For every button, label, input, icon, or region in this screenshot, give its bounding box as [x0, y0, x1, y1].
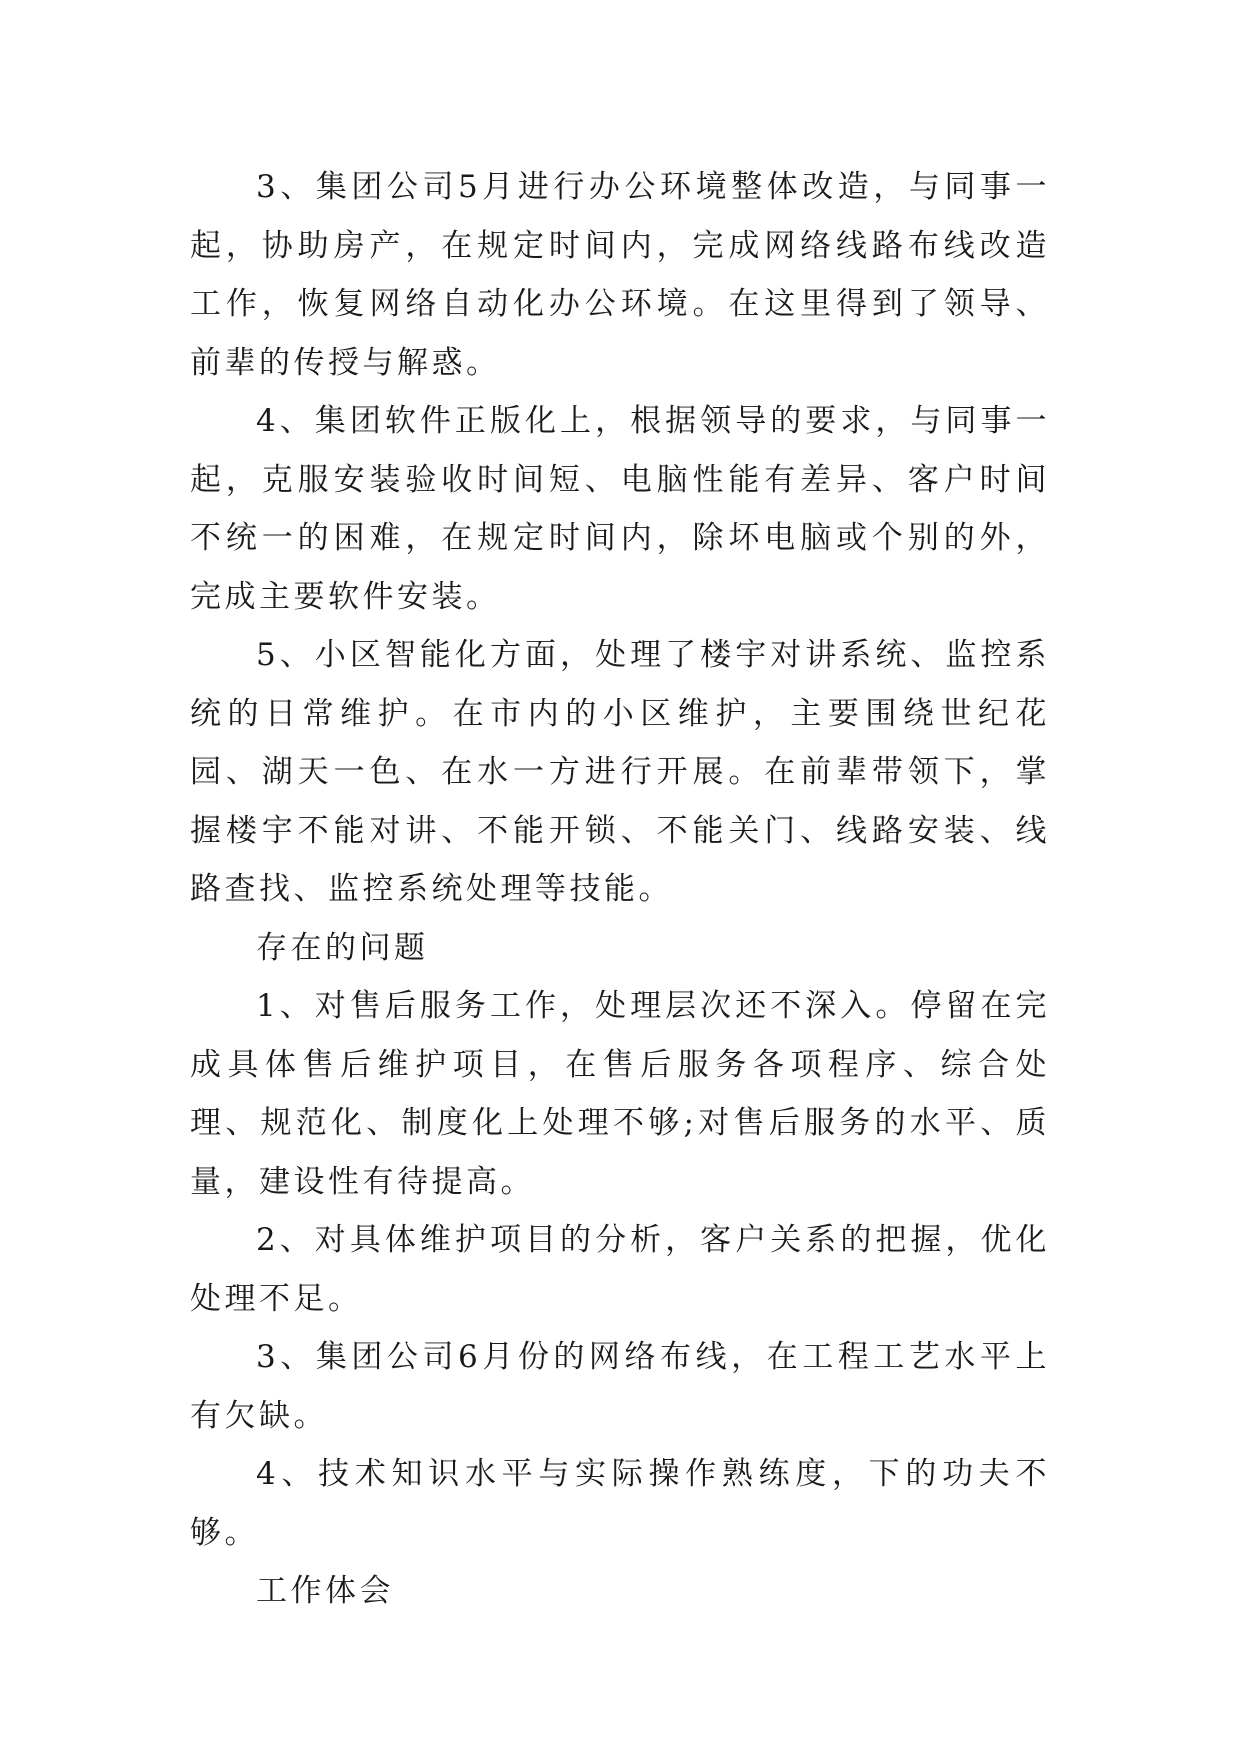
paragraph-office-renovation: 3、集团公司5月进行办公环境整体改造，与同事一起，协助房产，在规定时间内，完成网络线路布线改造工作，恢复网络自动化办公环境。在这里得到了领导、前辈的传授与解惑。 — [190, 169, 1050, 381]
problem-item-4: 4、技术知识水平与实际操作熟练度，下的功夫不够。 — [190, 1456, 1050, 1551]
document-body — [190, 158, 1050, 1621]
heading-work-experience: 工作体会 — [256, 1573, 394, 1609]
paragraph-software-licensing: 4、集团软件正版化上，根据领导的要求，与同事一起，克服安装验收时间短、电脑性能有差异、客户时间不统一的困难，在规定时间内，除坏电脑或个别的外，完成主要软件安装。 — [190, 403, 1050, 615]
problem-item-2: 2、对具体维护项目的分析，客户关系的把握，优化处理不足。 — [190, 1222, 1050, 1317]
problem-item-1: 1、对售后服务工作，处理层次还不深入。停留在完成具体售后维护项目，在售后服务各项程序、综合处理、规范化、制度化上处理不够;对售后服务的水平、质量，建设性有待提高。 — [190, 988, 1050, 1200]
problem-item-3: 3、集团公司6月份的网络布线，在工程工艺水平上有欠缺。 — [190, 1339, 1050, 1434]
heading-existing-problems: 存在的问题 — [256, 929, 429, 966]
paragraph-community-intelligence: 5、小区智能化方面，处理了楼宇对讲系统、监控系统的日常维护。在市内的小区维护，主要围绕世纪花园、湖天一色、在水一方进行开展。在前辈带领下，掌握楼宇不能对讲、不能开锁、不能关门、线路安装、线路查找、监控系统处理等技能。 — [190, 637, 1050, 907]
